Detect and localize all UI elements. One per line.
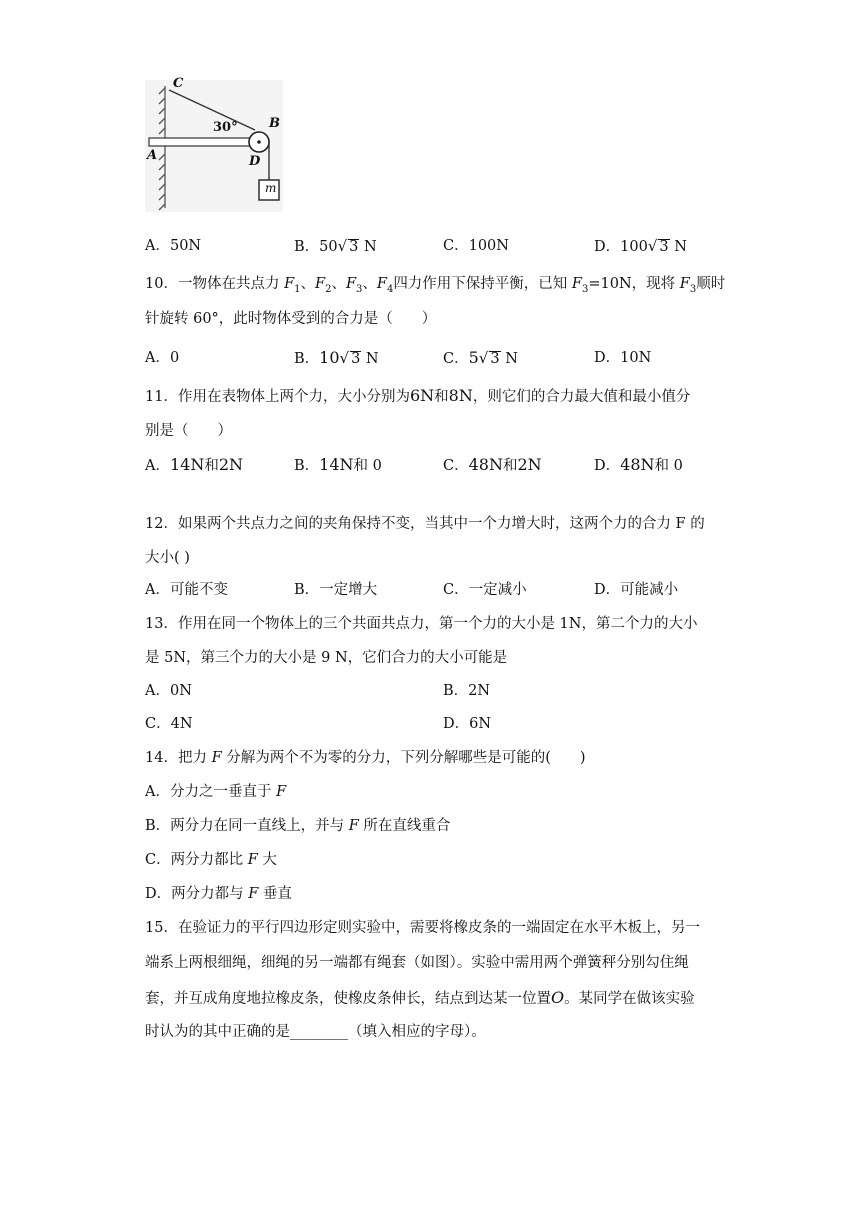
- q14-option-c[interactable]: C ． 两分力都比 F 大: [145, 850, 277, 870]
- q11-option-d[interactable]: D ． 48N和 0: [594, 455, 683, 476]
- q15-line-2: 端系上两根细绳，细绳的另一端都有绳套（如图）。实验中需用两个弹簧秤分别勾住绳: [145, 955, 689, 971]
- q10-line-2: 针旋转 60°，此时物体受到的合力是（ ）: [145, 311, 437, 327]
- q12-option-b[interactable]: B ． 一定增大: [294, 580, 377, 600]
- pulley-diagram: [145, 80, 283, 212]
- q15-line-1: 15 ． 在验证力的平行四边形定则实验中，需要将橡皮条的一端固定在水平木板上，另一: [145, 918, 700, 938]
- label-angle: 30°: [213, 120, 238, 135]
- q9-option-c[interactable]: C ． 100N: [443, 236, 509, 256]
- q10-option-d[interactable]: D ． 10N: [594, 348, 651, 368]
- q11-line-1: 11 ． 作用在表物体上两个力，大小分别为6N和8N，则它们的合力最大值和最小值分: [145, 386, 690, 407]
- q12-option-d[interactable]: D ． 可能减小: [594, 580, 678, 600]
- q9-option-a[interactable]: A ． 50N: [145, 236, 201, 256]
- q12-line-2: 大小( ): [145, 550, 190, 566]
- q9-option-b[interactable]: B ． 50√ 3 N: [294, 236, 377, 257]
- label-b: B: [269, 116, 280, 131]
- pulley-figure: [145, 76, 283, 212]
- q9-option-d[interactable]: D ． 100√ 3 N: [594, 236, 687, 257]
- q15-line-4: 时认为的其中正确的是________（填入相应的字母）。: [145, 1024, 486, 1040]
- q14-option-a[interactable]: A ． 分力之一垂直于 F: [145, 782, 286, 802]
- q14-option-b[interactable]: B ． 两分力在同一直线上，并与 F 所在直线重合: [145, 816, 450, 836]
- label-m: m: [265, 181, 277, 195]
- q11-line-2: 别是（ ）: [145, 423, 232, 439]
- label-a: A: [147, 148, 158, 163]
- q11-option-b[interactable]: B ． 14N和 0: [294, 455, 382, 476]
- q13-line-1: 13 ． 作用在同一个物体上的三个共面共点力，第一个力的大小是 1N，第二个力的大小: [145, 614, 697, 634]
- q12-option-a[interactable]: A ． 可能不变: [145, 580, 228, 600]
- q15-line-3: 套，并互成角度地拉橡皮条，使橡皮条伸长，结点到达某一位置O。某同学在做该实验: [145, 988, 695, 1007]
- q10-option-a[interactable]: A ． 0: [145, 348, 179, 368]
- q10-line-1: 10 ． 一物体在共点力 $F_1$、$F_2$、$F_3$、$F_4$四力作用下保持平衡，已知 $F_3=10N$，现将 $F_3$顺时: [145, 274, 725, 300]
- q13-option-c[interactable]: C ． 4N: [145, 714, 193, 734]
- q13-option-d[interactable]: D ． 6N: [443, 714, 491, 734]
- label-c: C: [173, 76, 184, 91]
- q11-option-c[interactable]: C ． 48N和2N: [443, 455, 542, 476]
- q10-option-b[interactable]: B ． 10√ 3 N: [294, 348, 379, 369]
- q12-line-1: 12 ． 如果两个共点力之间的夹角保持不变，当其中一个力增大时，这两个力的合力 F 的: [145, 514, 705, 534]
- q10-option-c[interactable]: C ． 5√ 3 N: [443, 348, 518, 369]
- q13-line-2: 是 5N，第三个力的大小是 9 N，它们合力的大小可能是: [145, 650, 508, 666]
- q14-option-d[interactable]: D ． 两分力都与 F 垂直: [145, 884, 292, 904]
- q11-option-a[interactable]: A ． 14N和2N: [145, 455, 243, 476]
- label-d: D: [249, 154, 261, 169]
- q14-line-1: 14 ． 把力 F 分解为两个不为零的分力，下列分解哪些是可能的( ): [145, 748, 586, 768]
- q13-option-b[interactable]: B ． 2N: [443, 681, 490, 701]
- q13-option-a[interactable]: A ． 0N: [145, 681, 192, 701]
- q12-option-c[interactable]: C ． 一定减小: [443, 580, 527, 600]
